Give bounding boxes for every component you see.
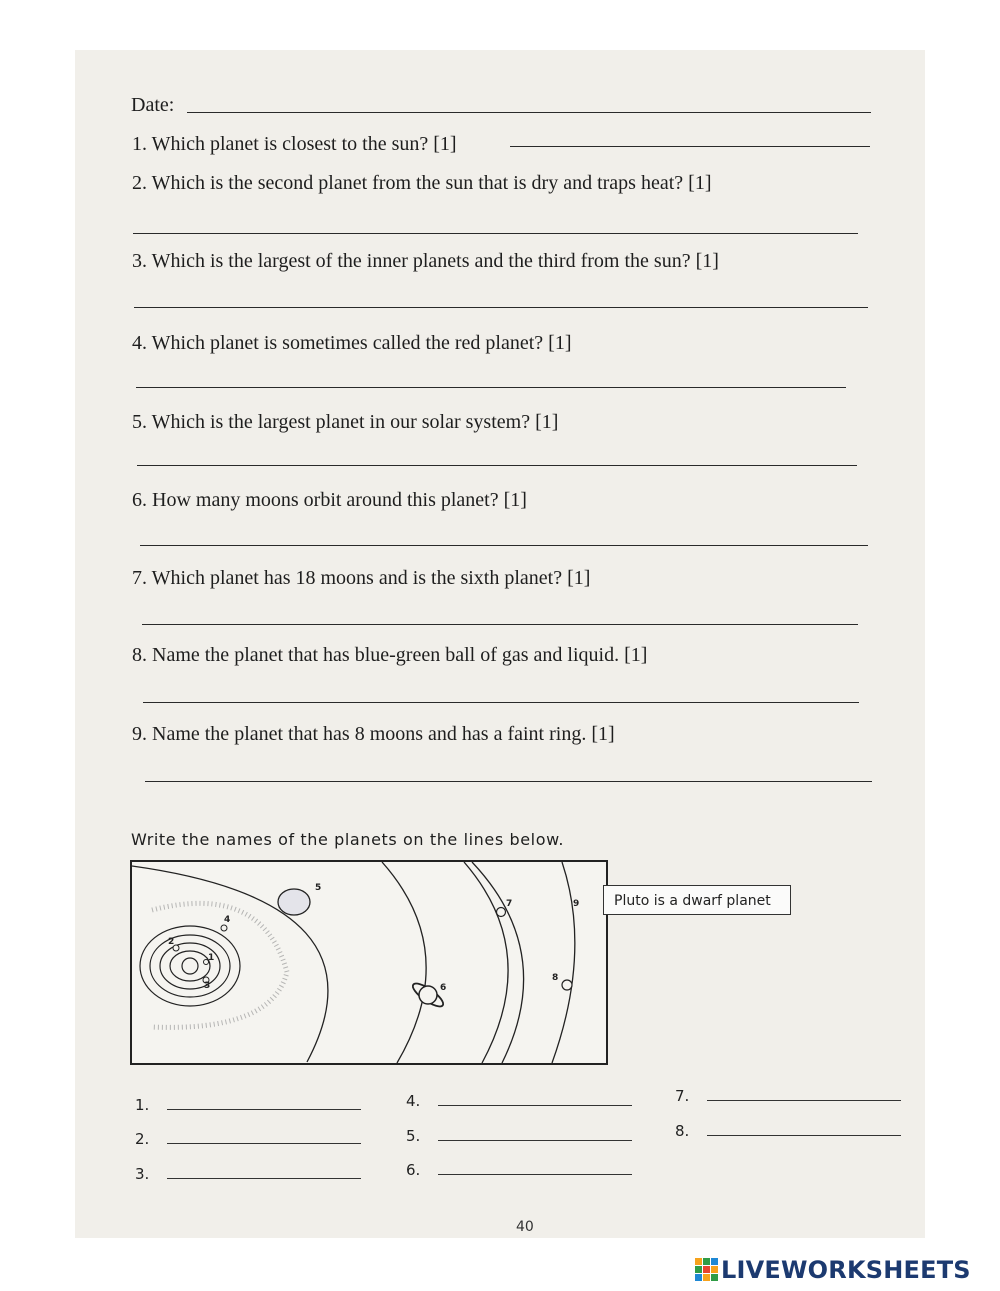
solar-system-diagram — [130, 860, 608, 1065]
answer-line-7[interactable] — [142, 624, 858, 625]
blank-8 — [675, 1122, 915, 1142]
blank-number: 5. — [406, 1127, 421, 1145]
blank-line[interactable] — [438, 1105, 632, 1106]
solar-system-illustration — [132, 862, 606, 1063]
blank-2 — [135, 1130, 375, 1150]
question-4: 4. Which planet is sometimes called the red planet? [1] — [132, 332, 572, 354]
question-3: 3. Which is the largest of the inner planets and the third from the sun? [1] — [132, 250, 719, 272]
blank-3 — [135, 1165, 375, 1185]
blank-line[interactable] — [707, 1135, 901, 1136]
planet-5-icon — [278, 889, 310, 915]
planet-label-6: 6 — [440, 983, 447, 993]
question-1: 1. Which planet is closest to the sun? [1] — [132, 133, 457, 155]
planet-label-8: 8 — [552, 973, 559, 983]
blank-line[interactable] — [167, 1178, 361, 1179]
date-row — [131, 94, 871, 124]
liveworksheets-logo-icon — [695, 1258, 719, 1282]
planet-label-7: 7 — [506, 899, 513, 909]
blank-number: 7. — [675, 1087, 690, 1105]
question-6: 6. How many moons orbit around this planet? [1] — [132, 489, 527, 511]
planet-label-9: 9 — [573, 899, 580, 909]
pluto-note: Pluto is a dwarf planet — [603, 885, 791, 915]
question-8: 8. Name the planet that has blue-green ball of gas and liquid. [1] — [132, 644, 648, 666]
blank-4 — [406, 1092, 646, 1112]
blank-number: 2. — [135, 1130, 150, 1148]
planet-7-icon — [497, 908, 506, 917]
planet-8-icon — [562, 980, 572, 990]
blank-number: 3. — [135, 1165, 150, 1183]
blank-number: 6. — [406, 1161, 421, 1179]
date-label: Date: — [131, 94, 175, 116]
planet-4-icon — [221, 925, 227, 931]
sun-icon — [182, 958, 198, 974]
blank-5 — [406, 1127, 646, 1147]
question-7: 7. Which planet has 18 moons and is the sixth planet? [1] — [132, 567, 591, 589]
page-number: 40 — [516, 1219, 534, 1235]
question-5: 5. Which is the largest planet in our solar system? [1] — [132, 411, 559, 433]
orbit-arc-8 — [472, 862, 524, 1063]
answer-line-2[interactable] — [133, 233, 858, 234]
blank-number: 4. — [406, 1092, 421, 1110]
answer-line-8[interactable] — [143, 702, 859, 703]
planet-label-3: 3 — [204, 981, 211, 991]
blank-line[interactable] — [167, 1109, 361, 1110]
answer-line-9[interactable] — [145, 781, 872, 782]
blank-line[interactable] — [438, 1174, 632, 1175]
date-input-line[interactable] — [187, 112, 871, 113]
brand-name: LIVEWORKSHEETS — [721, 1256, 971, 1284]
planet-label-2: 2 — [168, 937, 175, 947]
orbit-arc-7 — [464, 862, 508, 1063]
answer-line-1[interactable] — [510, 146, 870, 147]
planet-label-4: 4 — [224, 915, 231, 925]
question-2: 2. Which is the second planet from the sun that is dry and traps heat? [1] — [132, 172, 712, 194]
orbit-arc-6 — [382, 862, 426, 1063]
diagram-instruction: Write the names of the planets on the lines below. — [131, 830, 564, 849]
question-9: 9. Name the planet that has 8 moons and has a faint ring. [1] — [132, 723, 615, 745]
liveworksheets-brand[interactable] — [695, 1255, 971, 1285]
blank-1 — [135, 1096, 375, 1116]
blank-number: 1. — [135, 1096, 150, 1114]
blank-7 — [675, 1087, 915, 1107]
blank-line[interactable] — [707, 1100, 901, 1101]
blank-number: 8. — [675, 1122, 690, 1140]
answer-line-4[interactable] — [136, 387, 846, 388]
orbit-arc-9 — [552, 862, 575, 1063]
blank-line[interactable] — [167, 1143, 361, 1144]
answer-line-3[interactable] — [134, 307, 868, 308]
answer-line-5[interactable] — [137, 465, 857, 466]
planet-label-1: 1 — [208, 953, 215, 963]
planet-label-5: 5 — [315, 883, 322, 893]
answer-line-6[interactable] — [140, 545, 868, 546]
blank-6 — [406, 1161, 646, 1181]
blank-line[interactable] — [438, 1140, 632, 1141]
